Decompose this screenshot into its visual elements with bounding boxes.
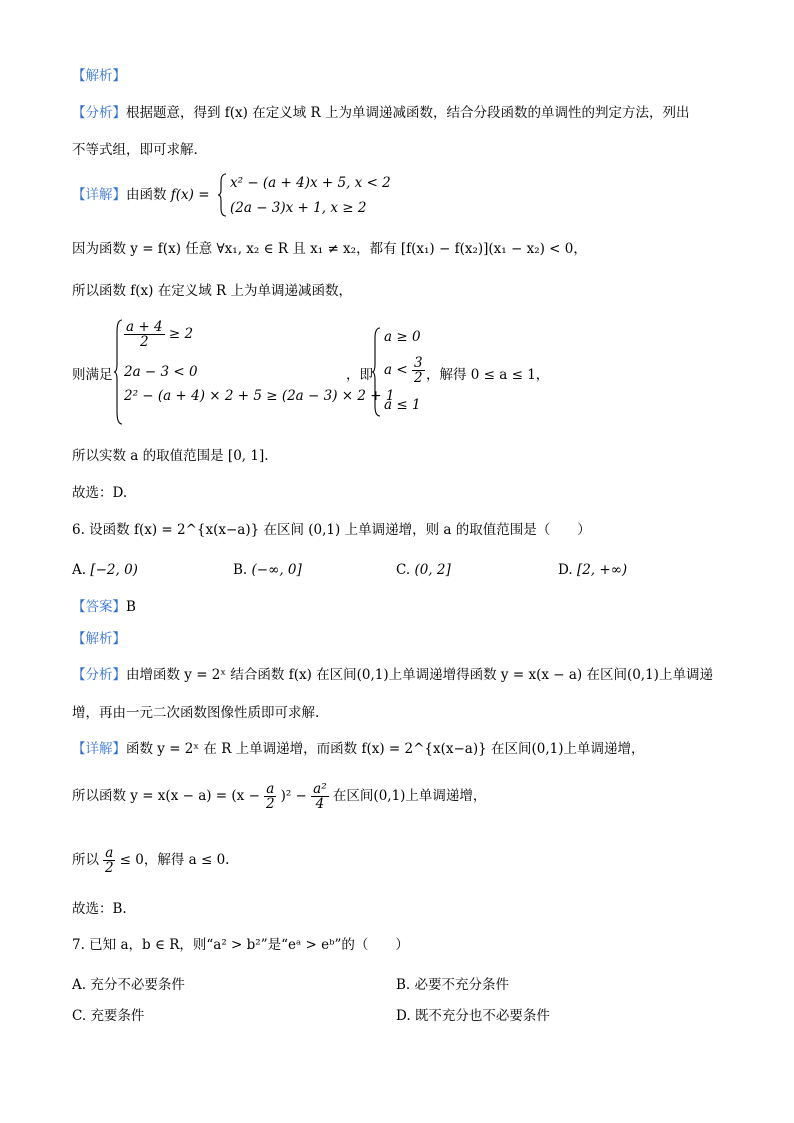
q5-xiangjie-prefix: 由函数 [126, 187, 167, 203]
piecewise-brace [218, 172, 228, 218]
q6-option-c-text: (0, 2] [414, 562, 451, 578]
xiangjie-tag: 【详解】 [72, 187, 126, 203]
r2-num: 3 [413, 355, 423, 371]
q6-so-num2: a² [313, 781, 327, 797]
q6-so2-line [72, 846, 229, 875]
cond1-den: 2 [139, 334, 149, 350]
q6-xiangjie-line [72, 740, 644, 758]
q6-option-b-text: (−∞, 0] [251, 562, 302, 578]
q6-fenxi-tag: 【分析】 [72, 667, 126, 683]
q5-solve: ，解得 0 ≤ a ≤ 1， [426, 367, 550, 383]
q7-option-d-text: 既不充分也不必要条件 [414, 1008, 550, 1024]
q6-xiangjie-tag: 【详解】 [72, 741, 126, 757]
q7-option-d-label: D. [396, 1008, 411, 1024]
q7-stem: 7. 已知 a，b ∈ R，则“a² > b²”是“eᵃ > eᵇ”的（ ） [72, 937, 409, 953]
q6-so2-frac [103, 846, 115, 875]
q5-choose: 故选：D. [72, 485, 128, 501]
q7-option-d[interactable] [396, 1004, 550, 1024]
q6-so-post: 在区间(0,1)上单调递增， [332, 788, 487, 804]
answer-tag: 【答案】 [72, 599, 126, 615]
q6-so-den2: 4 [315, 796, 325, 812]
r3: a ≤ 1 [384, 397, 421, 413]
cond1 [124, 320, 193, 349]
q6-so2-pre: 所以 [72, 852, 99, 868]
q6-option-b-label: B. [233, 562, 248, 578]
q6-so2-post: ≤ 0，解得 a ≤ 0. [119, 852, 230, 868]
q5-fenxi-text: 根据题意，得到 f(x) 在定义域 R 上为单调递减函数，结合分段函数的单调性的判定方法，列出 [126, 105, 690, 121]
q7-option-c[interactable] [72, 1004, 144, 1024]
q6-so2-num: a [105, 845, 114, 861]
r1: a ≥ 0 [384, 329, 421, 345]
q6-so-pre: 所以函数 y = x(x − a) = (x − [72, 788, 260, 804]
q5-so-line: 所以函数 f(x) 在定义域 R 上为单调递减函数， [72, 283, 352, 299]
q6-so-frac1 [264, 782, 276, 811]
q5-fenxi-line2: 不等式组，即可求解. [72, 142, 198, 158]
q6-option-d-label: D. [558, 562, 573, 578]
q6-so2-den: 2 [105, 860, 114, 876]
r2 [384, 356, 425, 385]
r2-pre: a < [384, 362, 408, 378]
q6-so-mid: )² − [280, 788, 307, 804]
q7-option-a[interactable] [72, 973, 185, 993]
q7-option-b[interactable] [396, 973, 509, 993]
conditions-brace [114, 318, 124, 426]
q6-option-b[interactable] [233, 562, 302, 578]
q5-fenxi-line1 [72, 104, 689, 122]
q6-fenxi-text: 由增函数 y = 2ˣ 结合函数 f(x) 在区间(0,1)上单调递增得函数 y = x(x − a) 在区间(0,1)上单调递 [126, 667, 713, 683]
q5-ie: ，即 [346, 367, 373, 383]
q6-so-frac2 [311, 782, 328, 811]
piece1: x² − (a + 4)x + 5, x < 2 [230, 175, 391, 191]
q7-option-c-label: C. [72, 1008, 87, 1024]
cond1-fraction [124, 320, 165, 349]
result-brace [372, 326, 382, 418]
q6-option-a-text: [−2, 0) [90, 562, 138, 578]
q6-option-c[interactable] [396, 562, 451, 578]
q6-answer [72, 598, 136, 616]
cond2: 2a − 3 < 0 [124, 364, 198, 380]
q5-xiangjie-line [72, 186, 210, 204]
cond1-rest: ≥ 2 [168, 326, 194, 342]
q6-option-d[interactable] [558, 562, 627, 578]
q5-fx-label: f(x) = [166, 187, 210, 203]
q6-answer-value: B [126, 599, 136, 615]
fenxi-tag: 【分析】 [72, 105, 126, 121]
q6-option-d-text: [2, +∞) [576, 562, 628, 578]
q7-option-b-label: B. [396, 977, 411, 993]
q7-option-c-text: 充要条件 [90, 1008, 145, 1024]
q6-analysis-tag: 【解析】 [72, 631, 126, 647]
q6-stem: 6. 设函数 f(x) = 2^{x(x−a)} 在区间 (0,1) 上单调递增，则 a 的取值范围是（ ） [72, 522, 591, 538]
q6-choose: 故选：B. [72, 901, 127, 917]
piece2: (2a − 3)x + 1, x ≥ 2 [230, 200, 367, 216]
q6-option-a-label: A. [72, 562, 87, 578]
q7-option-a-text: 充分不必要条件 [90, 977, 185, 993]
q7-option-a-label: A. [72, 977, 87, 993]
q6-fenxi-line2: 增，再由一元二次函数图像性质即可求解. [72, 705, 320, 721]
q6-so-num1: a [266, 781, 275, 797]
q5-range: 所以实数 a 的取值范围是 [0, 1]. [72, 448, 269, 464]
q6-option-c-label: C. [396, 562, 411, 578]
analysis-tag: 【解析】 [72, 68, 126, 84]
q7-option-b-text: 必要不充分条件 [414, 977, 510, 993]
q6-so-line [72, 782, 486, 811]
q6-xiangjie-text: 函数 y = 2ˣ 在 R 上单调递增，而函数 f(x) = 2^{x(x−a)} 在区间(0,1)上单调递增， [126, 741, 645, 757]
r2-fraction [412, 356, 425, 385]
r2-den: 2 [413, 370, 423, 386]
cond3: 2² − (a + 4) × 2 + 5 ≥ (2a − 3) × 2 + 1 [124, 388, 395, 404]
q6-fenxi-line1 [72, 666, 713, 684]
q5-because-line: 因为函数 y = f(x) 任意 ∀x₁, x₂ ∈ R 且 x₁ ≠ x₂，都有 [f(x₁) − f(x₂)](x₁ − x₂) < 0， [72, 241, 587, 257]
q6-option-a[interactable] [72, 562, 138, 578]
cond1-num: a + 4 [126, 319, 163, 335]
q5-then-prefix: 则满足 [72, 367, 113, 383]
q6-so-den1: 2 [265, 796, 275, 812]
